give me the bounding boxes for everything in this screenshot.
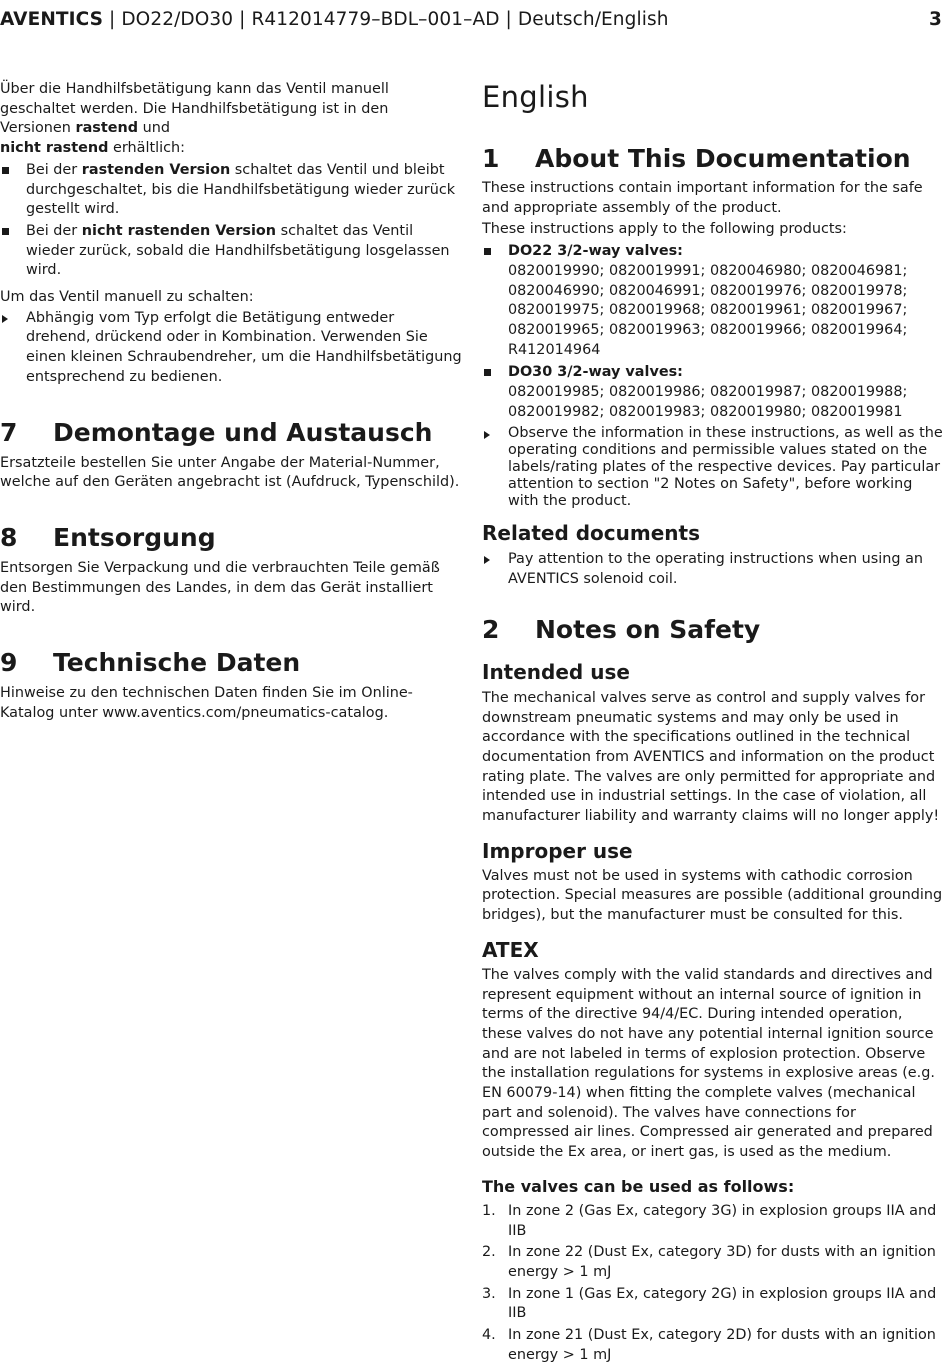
manual-override-intro: Über die Handhilfsbetätigung kann das Ventil manuell geschaltet werden. Die Handhilfsbetätigung ist in den Versionen rastend und nicht rastend erhältlich: [0, 81, 389, 157]
do30-line: 0820019982; 0820019983; 0820019980; 0820019981 [508, 403, 903, 420]
list-item: Bei der nicht rastenden Version schaltet das Ventil wieder zurück, sobald die Handhilfsbetätigung losgelassen wird. [0, 222, 462, 281]
list-item: Abhängig vom Typ erfolgt die Betätigung entweder drehend, drückend oder in Kombination. Verwenden Sie einen kleinen Schraubendreher, um die Handhilfsbetätigung entsprechend zu bedienen. [0, 309, 462, 388]
section-7-text: Ersatzteile bestellen Sie unter Angabe der Material-Nummer, welche auf den Geräten angebracht ist (Aufdruck, Typenschild). [0, 454, 460, 491]
section-1-intro: These instructions contain important information for the safe and appropriate assembly of the product. [482, 180, 923, 216]
usage-list [482, 1202, 944, 1362]
list-item: 2. In zone 22 (Dust Ex, category 3D) for dusts with an ignition energy > 1 mJ [482, 1244, 936, 1280]
improper-use-heading: Improper use [482, 838, 633, 863]
intended-use-text: The mechanical valves serve as control and supply valves for downstream pneumatic systems and may only be used in accordance with the specifications outlined in the technical documentation from AVENTICS and information on the product rating plate. The valves are only permitted for appropriate and intended use in industrial settings. In the case of violation, all manufacturer liability and warranty claims will no longer apply! [482, 689, 940, 825]
list-item [482, 242, 944, 360]
section-1-heading: 1 About This Documentation [482, 144, 911, 173]
list-item: 4. In zone 21 (Dust Ex, category 2D) for dusts with an ignition energy > 1 mJ [482, 1327, 936, 1362]
left-column [0, 80, 462, 723]
do30-line: 0820019985; 0820019986; 0820019987; 0820019988; [508, 384, 908, 401]
do22-line: 0820019965; 0820019963; 0820019966; 0820019964; [508, 321, 908, 338]
section-8-text: Entsorgen Sie Verpackung und die verbrauchten Teile gemäß den Bestimmungen des Landes, in dem das Gerät installiert wird. [0, 559, 440, 616]
list-item [482, 363, 944, 422]
do30-label: DO30 3/2-way valves: [508, 364, 683, 381]
page-number: 3 [929, 9, 942, 30]
atex-heading: ATEX [482, 937, 539, 962]
atex-text: The valves comply with the valid standards and directives and represent equipment without an internal source of ignition in terms of the directive 94/4/EC. During intended operation, these valves do not have any potential internal ignition source and are not labeled in terms of explosion protection. Observe the installation regulations for systems in explosive areas (e.g. EN 60079-14) when fitting the complete valves (mechanical part and solenoid). The valves have connections for compressed air lines. Compressed air generated and prepared outside the Ex area, or inert gas, is used as the medium. [482, 966, 935, 1161]
section-1-applies: These instructions apply to the following products: [482, 221, 847, 238]
usage-heading: The valves can be used as follows: [482, 1176, 795, 1196]
language-title: English [482, 80, 589, 114]
list-item: 3. In zone 1 (Gas Ex, category 2G) in explosion groups IIA and IIB [482, 1285, 937, 1322]
observe-steps [482, 425, 944, 509]
manual-switch-intro: Um das Ventil manuell zu schalten: [0, 289, 254, 306]
list-item: 1. In zone 2 (Gas Ex, category 3G) in explosion groups IIA and IIB [482, 1202, 937, 1239]
do22-line: 0820046990; 0820046991; 0820019976; 0820019978; [508, 282, 908, 299]
do22-label: DO22 3/2-way valves: [508, 243, 683, 260]
improper-use-text: Valves must not be used in systems with cathodic corrosion protection. Special measures are possible (additional grounding bridges), but the manufacturer must be consulted for this. [482, 867, 943, 924]
page-header [0, 9, 950, 35]
do22-line: 0820019975; 0820019968; 0820019961; 0820019967; [508, 302, 908, 319]
do22-line: 0820019990; 0820019991; 0820046980; 0820046981; [508, 262, 908, 279]
list-item: Bei der rastenden Version schaltet das Ventil und bleibt durchgeschaltet, bis die Handhilfsbetätigung wieder zurück gestellt wird. [0, 161, 462, 220]
section-9-heading: 9 Technische Daten [0, 648, 301, 678]
product-list [482, 242, 944, 422]
manual-switch-steps [0, 309, 462, 388]
version-list [0, 161, 462, 281]
intended-use-heading: Intended use [482, 659, 630, 684]
related-steps [482, 550, 944, 589]
list-item: Observe the information in these instructions, as well as the operating conditions and permissible values stated on the labels/rating plates of the respective devices. Pay particular attention to section "2 Notes on Safety", before working with the product. [482, 425, 944, 509]
right-column [482, 80, 944, 1362]
section-7-heading: 7 Demontage und Austausch [0, 417, 433, 447]
document-identifier: | DO22/DO30 | R412014779–BDL–001–AD | Deutsch/English [103, 9, 669, 30]
section-8-heading: 8 Entsorgung [0, 522, 216, 552]
section-2-heading: 2 Notes on Safety [482, 614, 761, 644]
related-documents-heading: Related documents [482, 521, 700, 546]
section-9-text: Hinweise zu den technischen Daten finden Sie im Online-Katalog unter www.aventics.com/pneumatics-catalog. [0, 685, 413, 721]
do22-line: R412014964 [508, 341, 601, 358]
brand-name: AVENTICS [0, 9, 104, 30]
list-item: Pay attention to the operating instructions when using an AVENTICS solenoid coil. [482, 550, 944, 589]
